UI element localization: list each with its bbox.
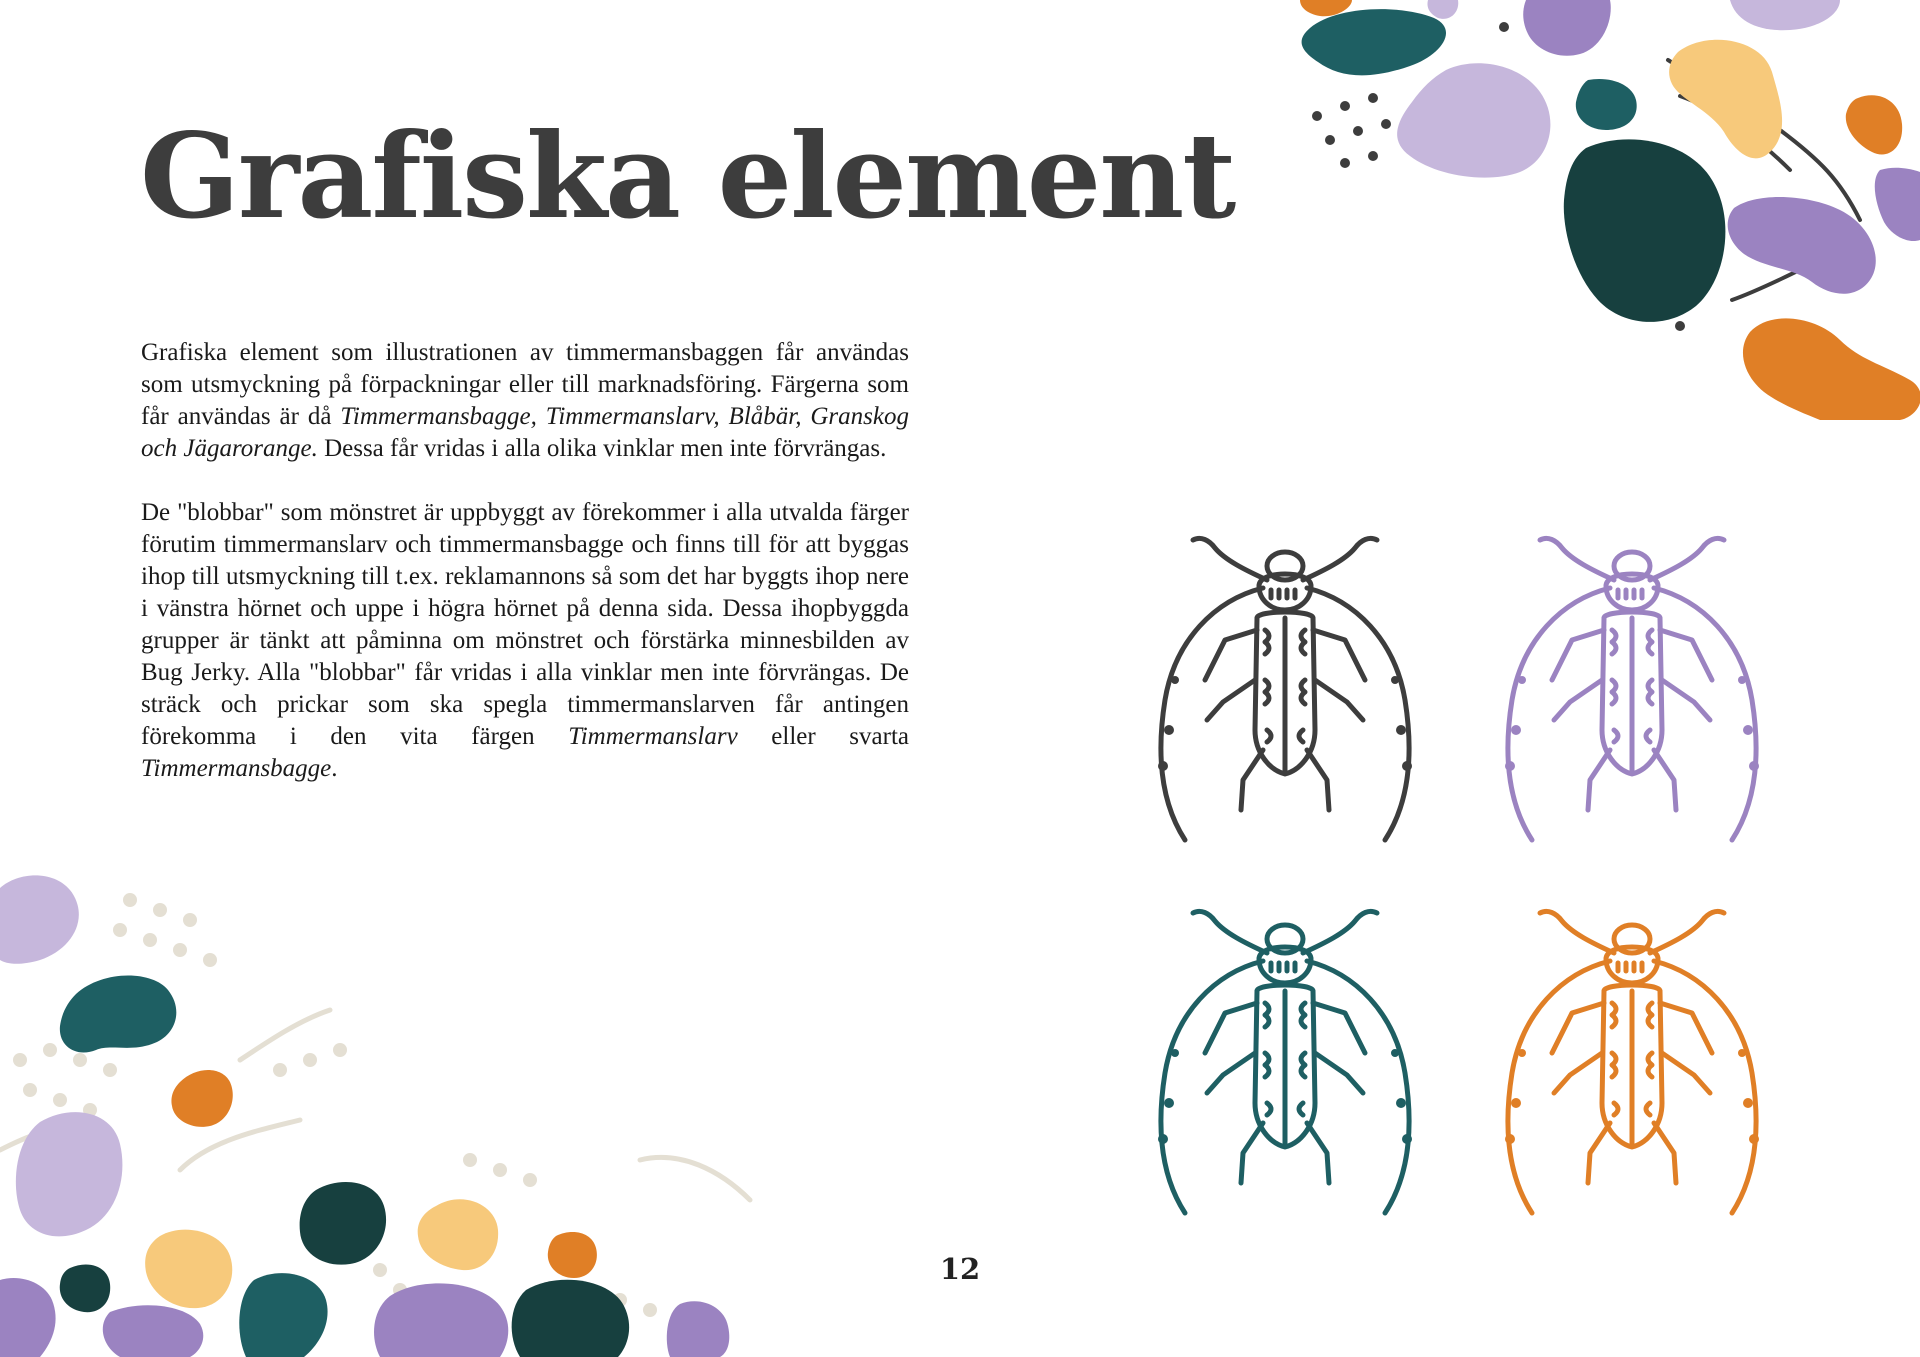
beetle-purple-icon (1492, 530, 1772, 850)
page-title: Grafiska element (140, 107, 1235, 245)
blob-cluster-top-right (1140, 0, 1920, 420)
paragraph-colors (141, 337, 909, 465)
paragraph-text: De "blobbar" som mönstret är uppbyggt av förekommer i alla utvalda färger förutim timmermanslarv och timmermansbagge och finns till för att byggas ihop till utsmyckning till t.ex. reklamannons så som det har byggts ihop nere i vänstra hörnet och uppe i högra hörnet på denna sida. Dessa ihopbyggda grupper är tänkt att påminna om mönstret och förstärka minnesbilden av Bug Jerky. Alla "blobbar" får vridas i alla vinklar men inte förvrängas. De sträck och prickar som ska spegla timmermanslarven får antingen förekomma i den vita färgen (141, 499, 909, 750)
page-number: 12 (939, 1252, 981, 1286)
color-names: Timmermansbagge, Timmermanslarv, Blåbär, Granskog och Jägarorange. (141, 403, 909, 462)
blob-cluster-bottom-left (0, 860, 820, 1357)
color-name-timmermanslarv: Timmermanslarv (568, 723, 738, 750)
body-text (141, 337, 909, 817)
paragraph-text: eller svarta (737, 723, 909, 750)
beetle-orange-icon (1492, 903, 1772, 1223)
paragraph-blobs (141, 497, 909, 785)
color-name-timmermansbagge: Timmermansbagge (141, 755, 332, 782)
beetle-teal-icon (1145, 903, 1425, 1223)
paragraph-text: Dessa får vridas i alla olika vinklar men inte förvrängas. (317, 435, 887, 462)
beetle-black-icon (1145, 530, 1425, 850)
paragraph-text: . (331, 755, 338, 782)
paragraph-text: Grafiska element som illustrationen av timmermansbaggen får användas som utsmyckning på förpackningar eller till marknadsföring. Färgerna som får användas är då (141, 339, 909, 430)
